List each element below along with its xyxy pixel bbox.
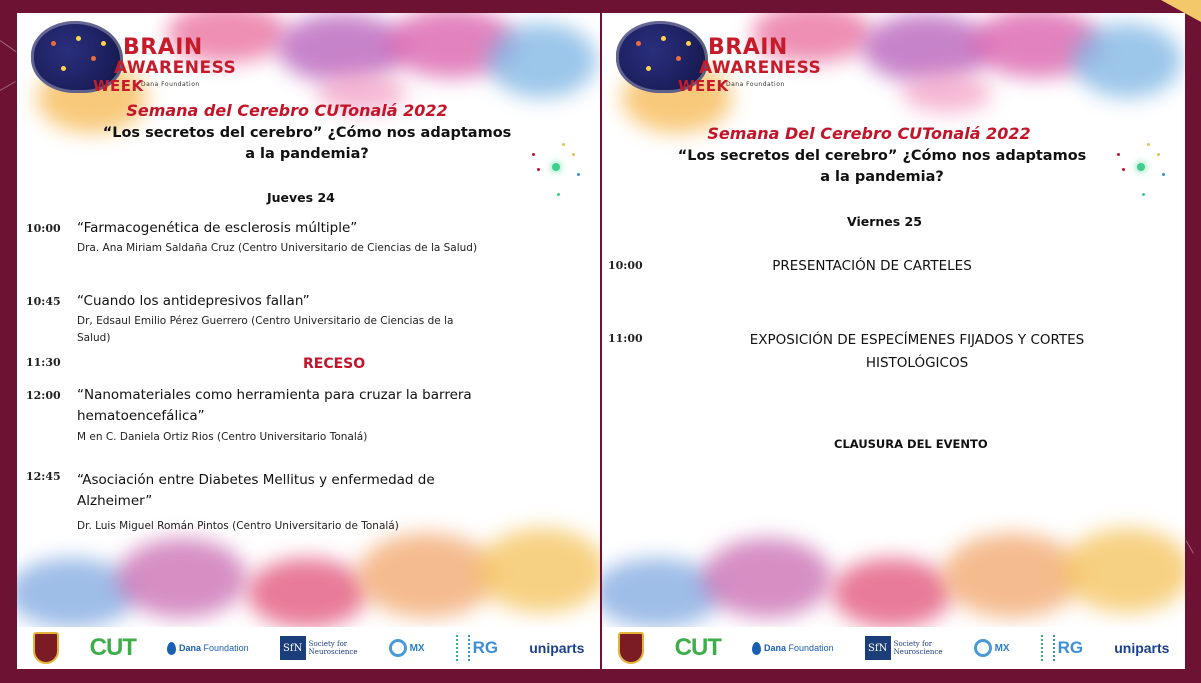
subtitle-line: “Los secretos del cerebro” ¿Cómo nos adaptamos bbox=[677, 148, 1087, 164]
logo-brain: BRAIN bbox=[708, 35, 788, 60]
day-label: Jueves 24 bbox=[267, 190, 335, 205]
talk-speaker bbox=[77, 313, 453, 347]
rg-logo: RG bbox=[456, 635, 499, 661]
talk-title-line: “Asociación entre Diabetes Mellitus y enfermedad de bbox=[77, 472, 435, 488]
talk-title: “Cuando los antidepresivos fallan” bbox=[77, 293, 310, 309]
logo-awareness: AWARENESS bbox=[114, 58, 237, 78]
dana-foundation-logo: Dana Foundation bbox=[167, 642, 249, 655]
frame-line bbox=[1186, 540, 1194, 553]
subtitle-line: a la pandemia? bbox=[820, 169, 944, 185]
frame-line bbox=[0, 81, 16, 91]
logo-week: WEEK bbox=[93, 77, 144, 95]
schedule-panel-friday bbox=[602, 13, 1185, 669]
talk-time: 12:45 bbox=[26, 470, 61, 483]
uniparts-logo: uniparts bbox=[1114, 640, 1170, 656]
dana-drop-icon bbox=[167, 642, 176, 655]
talk-time: 10:45 bbox=[26, 295, 61, 308]
talk-title bbox=[77, 385, 472, 427]
speaker-line: Salud) bbox=[77, 332, 111, 344]
talk-title-line: Alzheimer” bbox=[77, 493, 153, 509]
logo-dana: Dana Foundation bbox=[141, 81, 200, 88]
logo-brain: BRAIN bbox=[123, 35, 203, 60]
recess-label: RECESO bbox=[303, 356, 366, 372]
udg-shield-logo bbox=[33, 632, 59, 664]
logo-awareness: AWARENESS bbox=[699, 58, 822, 78]
talk-title: “Farmacogenética de esclerosis múltiple” bbox=[77, 220, 358, 236]
event-subtitle bbox=[632, 146, 1132, 188]
sponsor-bar bbox=[602, 627, 1185, 669]
closing-label: CLAUSURA DEL EVENTO bbox=[834, 437, 988, 451]
talk-speaker: M en C. Daniela Ortiz Rios (Centro Universitario Tonalá) bbox=[77, 431, 368, 443]
item-time: 10:00 bbox=[608, 259, 643, 272]
mx-ring-icon bbox=[389, 639, 407, 657]
talk-title bbox=[77, 470, 435, 512]
recess-time: 11:30 bbox=[26, 356, 61, 369]
talk-speaker: Dr. Luis Miguel Román Pintos (Centro Universitario de Tonalá) bbox=[77, 520, 399, 532]
schedule-item: PRESENTACIÓN DE CARTELES bbox=[772, 258, 972, 274]
event-title: Semana Del Cerebro CUTonalá 2022 bbox=[707, 124, 1031, 143]
frame-line bbox=[0, 40, 17, 52]
schedule-item-line: HISTOLÓGICOS bbox=[865, 355, 969, 371]
sponsor-bar bbox=[17, 627, 600, 669]
watercolor-splash-bottom bbox=[602, 518, 1185, 638]
subtitle-line: “Los secretos del cerebro” ¿Cómo nos adaptamos bbox=[102, 125, 512, 141]
cut-logo: CUT bbox=[89, 634, 136, 661]
schedule-item bbox=[692, 329, 1142, 375]
rg-logo: RG bbox=[1041, 635, 1084, 661]
subtitle-line: a la pandemia? bbox=[245, 146, 369, 162]
udg-shield-logo bbox=[618, 632, 644, 664]
event-title: Semana del Cerebro CUTonalá 2022 bbox=[126, 101, 448, 120]
dna-helix-icon bbox=[1041, 635, 1055, 661]
event-subtitle bbox=[57, 123, 557, 165]
speaker-line: Dr, Edsaul Emilio Pérez Guerrero (Centro Universitario de Ciencias de la bbox=[77, 315, 454, 327]
sfn-logo: SfN Society for Neuroscience bbox=[280, 636, 358, 660]
talk-speaker: Dra. Ana Miriam Saldaña Cruz (Centro Universitario de Ciencias de la Salud) bbox=[77, 242, 478, 254]
talk-title-line: hematoencefálica” bbox=[77, 408, 205, 424]
uniparts-logo: uniparts bbox=[529, 640, 585, 656]
sfn-logo: SfN Society for Neuroscience bbox=[865, 636, 943, 660]
mx-logo: MX bbox=[389, 639, 425, 657]
schedule-panel-thursday bbox=[17, 13, 600, 669]
talk-time: 12:00 bbox=[26, 389, 61, 402]
logo-dana: Dana Foundation bbox=[726, 81, 785, 88]
dana-drop-icon bbox=[752, 642, 761, 655]
item-time: 11:00 bbox=[608, 332, 643, 345]
logo-week: WEEK bbox=[678, 77, 729, 95]
mx-logo: MX bbox=[974, 639, 1010, 657]
day-label: Viernes 25 bbox=[847, 214, 922, 229]
brain-awareness-logo bbox=[610, 19, 850, 114]
dna-helix-icon bbox=[456, 635, 470, 661]
talk-time: 10:00 bbox=[26, 222, 61, 235]
dana-foundation-logo: Dana Foundation bbox=[752, 642, 834, 655]
brain-awareness-logo bbox=[25, 19, 265, 114]
mx-ring-icon bbox=[974, 639, 992, 657]
schedule-item-line: EXPOSICIÓN DE ESPECÍMENES FIJADOS Y CORTES bbox=[749, 332, 1085, 348]
cut-logo: CUT bbox=[674, 634, 721, 661]
watercolor-splash-bottom bbox=[17, 518, 600, 638]
talk-title-line: “Nanomateriales como herramienta para cruzar la barrera bbox=[77, 387, 472, 403]
